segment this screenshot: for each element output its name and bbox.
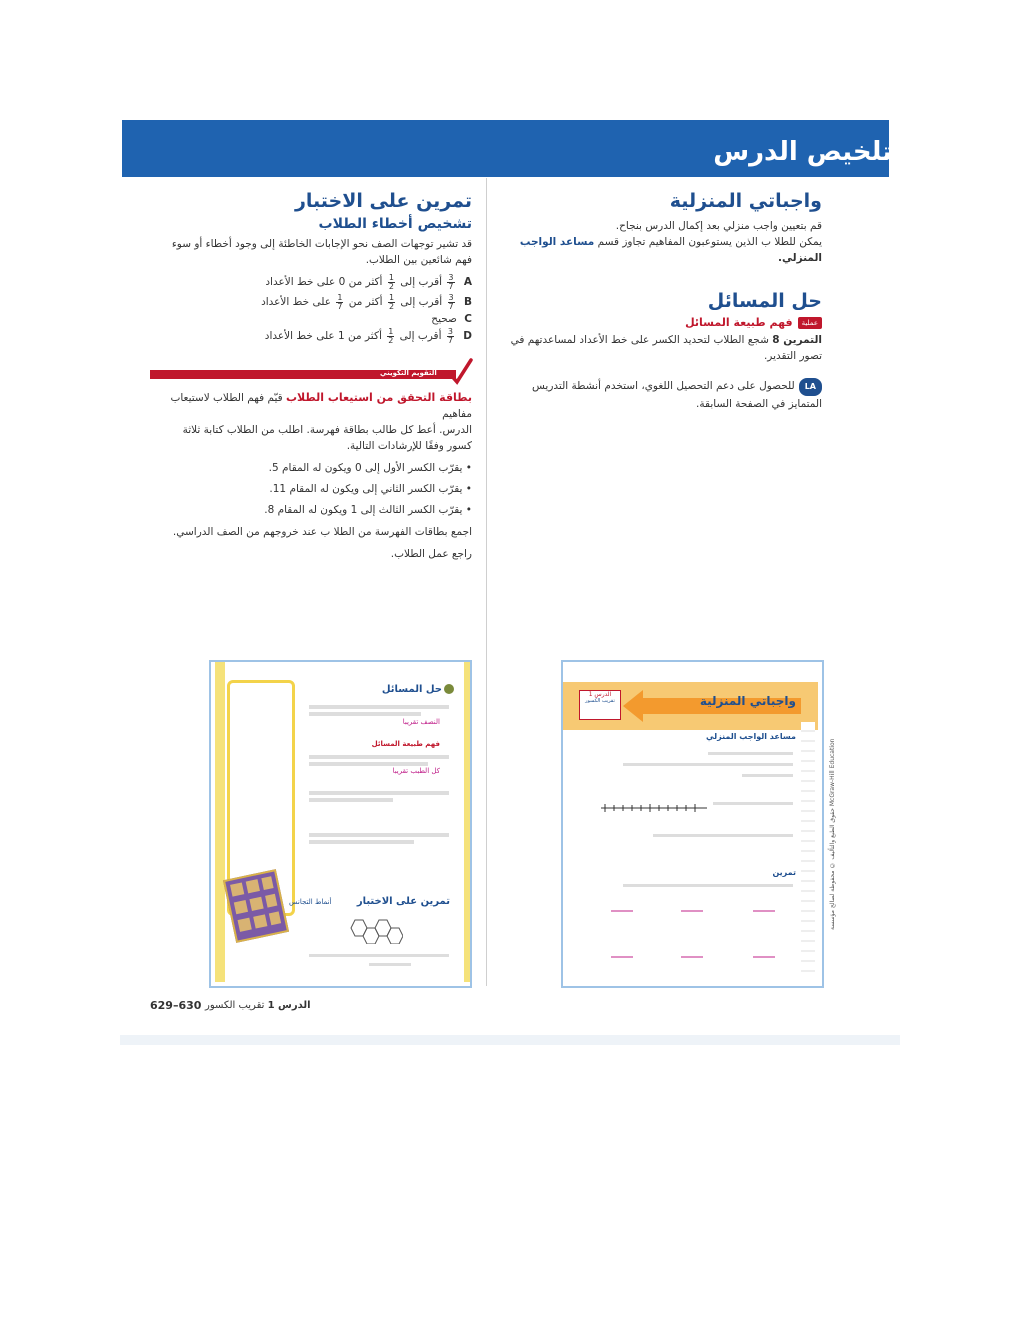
thumb-test-title: تمرين على الاختبار bbox=[356, 896, 450, 907]
option-b-mid: أكثر من bbox=[348, 296, 383, 308]
guideline-item: • يقرّب الكسر الثاني إلى ويكون له المقام 11. bbox=[269, 483, 472, 495]
student-page-thumbnail-left bbox=[209, 660, 472, 988]
option-a-post: أكثر من 0 على خط الأعداد bbox=[265, 276, 383, 288]
thumb-pattern-label: أنماط التجانس bbox=[289, 898, 332, 906]
thumb-understand: فهم طبيعة المسائل bbox=[371, 740, 440, 748]
collect-cards: اجمع بطاقات الفهرسة من الطلا ب عند خروجهم من الصف الدراسي. bbox=[172, 526, 472, 538]
thumb-filler bbox=[623, 748, 793, 781]
thumb-hw-title: واجباتي المنزلية bbox=[699, 694, 796, 708]
thumb-ps-title: حل المسائل bbox=[381, 684, 442, 695]
thumb-filler bbox=[309, 830, 449, 847]
thumb-lesson-label: الدرس 1 bbox=[588, 691, 612, 698]
page-title: تلخيص الدرس bbox=[713, 137, 892, 167]
lesson-tag bbox=[579, 690, 621, 720]
answer-options bbox=[150, 272, 472, 346]
homework-helper-link[interactable]: مساعد الواجب bbox=[519, 236, 595, 248]
thumb-lesson-sub: تقريب الكسور bbox=[585, 698, 615, 704]
practice-badge: عملية bbox=[798, 317, 822, 329]
la-paragraph bbox=[500, 378, 822, 396]
hexagon-shapes bbox=[347, 918, 403, 948]
test-intro2: فهم شائعين بين الطلاب. bbox=[365, 254, 472, 266]
copyright-side-text: حقوق الطبع والتأليف © محفوظة لصالح مؤسسة McGraw-Hill Education bbox=[829, 738, 836, 930]
fraction-1-7: $\frac{1}{7}$ bbox=[337, 292, 343, 311]
option-d bbox=[150, 326, 472, 346]
homework-section bbox=[500, 190, 822, 412]
la-text2: المتمايز في الصفحة السابقة. bbox=[696, 398, 822, 410]
option-d-letter: D bbox=[463, 330, 472, 342]
fraction-1-2: $\frac{1}{2}$ bbox=[388, 272, 394, 291]
footer-lesson-topic: تقريب الكسور bbox=[205, 1000, 265, 1011]
page-numbers: 629–630 bbox=[150, 999, 202, 1012]
exit-card-title: بطاقة التحقق من استيعاب الطلاب bbox=[285, 391, 472, 404]
fraction-1-2: $\frac{1}{2}$ bbox=[388, 292, 395, 311]
thumb-all: كل الطبب تقريبا bbox=[392, 767, 440, 775]
exit-card-line1 bbox=[150, 390, 472, 422]
exercise-label: التمرين 8 bbox=[772, 334, 822, 346]
option-b-pre: أقرب إلى bbox=[400, 296, 443, 308]
understand-row bbox=[500, 316, 822, 329]
thumb-helper: مساعد الواجب المنزلي bbox=[706, 732, 796, 741]
option-a-letter: A bbox=[463, 276, 472, 288]
guideline-item: • يقرّب الكسر الثالث إلى 1 ويكون له المقام 8. bbox=[264, 504, 472, 516]
thumb-filler bbox=[309, 702, 449, 719]
student-page-thumbnail-right bbox=[561, 660, 824, 988]
answer-note: راجع عمل الطلاب. bbox=[390, 548, 472, 560]
guideline-list bbox=[150, 458, 472, 521]
lesson-number-badge bbox=[926, 131, 954, 165]
guideline-item: • يقرّب الكسر الأول إلى 0 ويكون له المقام 5. bbox=[268, 462, 472, 474]
la-text: للحصول على دعم التحصيل اللغوي، استخدم أنشطة التدريس bbox=[532, 380, 795, 392]
yellow-margin bbox=[215, 662, 225, 982]
footer-lesson-number: الدرس 1 bbox=[267, 1000, 311, 1011]
thumb-filler bbox=[623, 884, 793, 887]
answer-row-2 bbox=[593, 944, 793, 954]
option-c bbox=[150, 312, 472, 326]
homework-line1: قم بتعيين واجب منزلي بعد إكمال الدرس بنجاح. bbox=[615, 220, 822, 232]
homework-line2-text: يمكن للطلا ب الذين يستوعبون المفاهيم تجاوز قسم bbox=[597, 236, 822, 248]
homework-line3: المنزلي. bbox=[778, 252, 822, 264]
problem-solving-title: حل المسائل bbox=[707, 290, 822, 312]
thumb-filler bbox=[653, 834, 793, 837]
option-c-text: صحيح bbox=[431, 313, 457, 325]
yellow-margin-right bbox=[464, 662, 470, 982]
formative-assessment-label: التقويم التكويني bbox=[380, 369, 437, 377]
thumb-filler bbox=[713, 802, 793, 805]
test-practice-subtitle: تشخيص أخطاء الطلاب bbox=[318, 216, 472, 232]
exit-card-text2: الدرس. أعط كل طالب بطاقة فهرسة. اطلب من الطلاب كتابة ثلاثة bbox=[182, 424, 472, 436]
thumb-filler bbox=[309, 952, 449, 966]
number-line bbox=[599, 798, 709, 822]
fraction-3-7: $\frac{3}{7}$ bbox=[447, 326, 453, 345]
option-b-letter: B bbox=[463, 296, 472, 308]
test-practice-section bbox=[150, 190, 472, 346]
option-c-letter: C bbox=[464, 313, 472, 325]
column-divider bbox=[486, 178, 487, 986]
checkmark-icon bbox=[447, 358, 473, 390]
homework-line2 bbox=[500, 234, 822, 250]
lesson-number: 5 bbox=[931, 132, 949, 165]
la-badge: LA bbox=[799, 378, 822, 396]
option-d-pre: أقرب إلى bbox=[399, 330, 442, 342]
exercise-body: شجع الطلاب لتحديد الكسر على خط الأعداد لمساعدتهم في bbox=[510, 334, 769, 346]
page-margin-strip bbox=[801, 722, 815, 972]
exit-card-text1: قيّم فهم الطلاب لاستيعاب مفاهيم bbox=[170, 392, 472, 420]
option-a bbox=[150, 272, 472, 292]
footer-strip bbox=[120, 1035, 900, 1045]
exercise-text bbox=[500, 332, 822, 348]
fraction-1-2: $\frac{1}{2}$ bbox=[388, 326, 394, 345]
thumb-filler bbox=[309, 788, 449, 805]
exercise-text2: تصور التقدير. bbox=[763, 350, 822, 362]
thumb-practice: تمرين bbox=[772, 868, 796, 877]
footer-lesson bbox=[205, 1000, 311, 1011]
fraction-3-7: $\frac{3}{7}$ bbox=[448, 292, 454, 311]
thumb-half: النصف تقريبا bbox=[402, 718, 440, 726]
test-intro1: قد تشير توجهات الصف نحو الإجابات الخاطئة إلى وجود أخطاء أو سوء bbox=[171, 238, 472, 250]
option-d-post: أكثر من 1 على خط الأعداد bbox=[264, 330, 382, 342]
option-a-pre: أقرب إلى bbox=[400, 276, 443, 288]
ps-icon bbox=[444, 684, 454, 694]
exit-card-text3: كسور وفقًا للإرشادات التالية. bbox=[346, 440, 472, 452]
exit-card-section bbox=[150, 390, 472, 562]
fraction-3-7: $\frac{3}{7}$ bbox=[448, 272, 454, 291]
homework-title: واجباتي المنزلية bbox=[669, 190, 822, 212]
answer-row-1 bbox=[593, 898, 793, 908]
option-b bbox=[150, 292, 472, 312]
understand-heading: فهم طبيعة المسائل bbox=[685, 316, 793, 329]
test-practice-title: تمرين على الاختبار bbox=[294, 190, 472, 212]
option-b-post: على خط الأعداد bbox=[261, 296, 331, 308]
